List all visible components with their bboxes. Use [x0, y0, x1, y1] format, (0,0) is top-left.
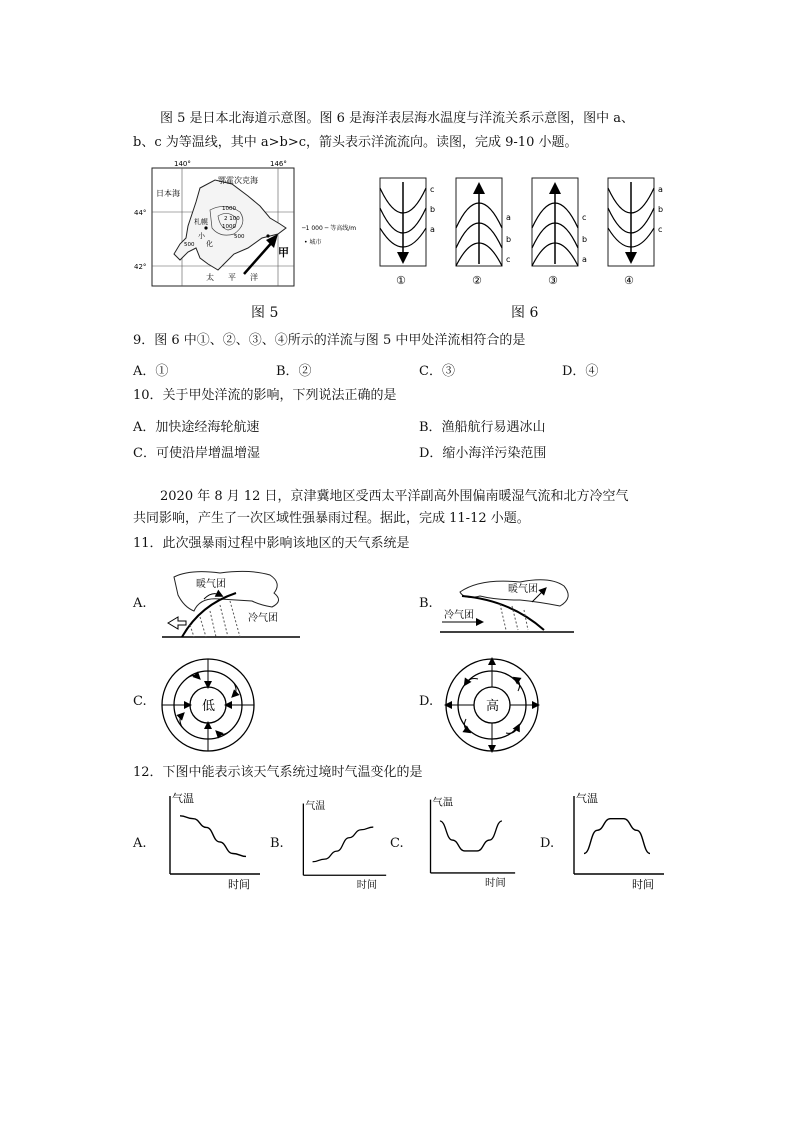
temperature-curve: [440, 821, 502, 851]
warm-air-label: 暖气团: [196, 579, 226, 590]
y-axis-label: 气温: [576, 792, 598, 805]
current-label-jia: 甲: [278, 246, 289, 259]
isotherm-label: a: [506, 213, 511, 222]
q12-chart-b: [292, 798, 392, 890]
intro2-line-2: 共同影响，产生了一次区域性强暴雨过程。据此，完成 11-12 小题。: [133, 511, 530, 526]
contour-label: 500: [184, 242, 195, 248]
isotherm-label: c: [658, 225, 663, 234]
cold-air-label: 冷气团: [444, 610, 474, 621]
panel-number: ③: [548, 274, 558, 287]
x-axis-label: 时间: [228, 878, 250, 890]
lat-44: 44°: [134, 209, 147, 217]
lon-140: 140°: [174, 160, 191, 168]
figure-5-caption: 图 5: [251, 305, 279, 321]
contour-label: 1000: [222, 206, 236, 212]
intro-line-1: 图 5 是日本北海道示意图。图 6 是海洋表层海水温度与洋流关系示意图，图中 a、: [160, 111, 634, 126]
q11-high-pressure: [442, 655, 542, 755]
lat-42: 42°: [134, 263, 147, 271]
q11-front-a: [160, 565, 305, 645]
q12-chart-a: [162, 790, 262, 890]
q12-stem: 12．下图中能表示该天气系统过境时气温变化的是: [133, 765, 423, 780]
q11-option-a[interactable]: A.: [133, 596, 147, 611]
panel-number: ④: [624, 274, 634, 287]
low-pressure-label: 低: [202, 699, 216, 714]
fig6-panel-4: [608, 178, 663, 287]
isotherm-label: c: [430, 185, 435, 194]
intro2-line-1: 2020 年 8 月 12 日，京津冀地区受西太平洋副高外围偏南暖湿气流和北方冷空气: [160, 489, 629, 504]
q10-stem: 10．关于甲处洋流的影响，下列说法正确的是: [133, 388, 397, 403]
isotherm-label: b: [506, 235, 512, 244]
q9-stem: 9．图 6 中①、②、③、④所示的洋流与图 5 中甲处洋流相符合的是: [133, 333, 526, 348]
lon-146: 146°: [270, 160, 287, 168]
y-axis-label: 气温: [432, 796, 454, 809]
isotherm-label: a: [430, 225, 435, 234]
temperature-curve: [584, 819, 650, 854]
q11-stem: 11．此次强暴雨过程中影响该地区的天气系统是: [133, 536, 410, 551]
q10-option-a[interactable]: A．加快途经海轮航速: [133, 420, 260, 435]
q12-chart-c: [420, 794, 520, 888]
temperature-curve: [180, 816, 246, 857]
q11-low-pressure: [158, 655, 258, 755]
isotherm-label: b: [430, 205, 436, 214]
cold-air-label: 冷气团: [248, 613, 278, 624]
q9-option-c[interactable]: C．③: [419, 364, 455, 379]
q12-option-b[interactable]: B.: [270, 836, 284, 851]
y-axis-label: 气温: [305, 801, 326, 813]
figure-6-caption: 图 6: [511, 305, 539, 321]
x-axis-label: 时间: [356, 880, 377, 890]
ocean-char-2: 平: [228, 273, 236, 282]
q10-option-c[interactable]: C．可使沿岸增温增湿: [133, 446, 260, 461]
isotherm-label: c: [582, 213, 587, 222]
q12-option-a[interactable]: A.: [133, 836, 147, 851]
fig6-panel-2: [456, 178, 511, 287]
q11-front-b: [440, 572, 590, 642]
fig6-panel-1: [380, 178, 435, 287]
q11-option-b[interactable]: B.: [419, 596, 433, 611]
isotherm-label: b: [658, 205, 664, 214]
contour-label: 500: [234, 234, 245, 240]
city-label: 札幌: [194, 218, 208, 226]
city-label-3: 化: [206, 240, 213, 248]
isotherm-label: a: [582, 255, 587, 264]
x-axis-label: 时间: [632, 878, 654, 890]
figure-5-map: [130, 158, 380, 293]
sea-okhotsk: 鄂霍次克海: [218, 176, 258, 185]
q9-option-a[interactable]: A．①: [133, 364, 169, 379]
high-pressure-label: 高: [486, 699, 500, 714]
sea-japan: 日本海: [156, 189, 180, 198]
q10-option-b[interactable]: B．渔船航行易遇冰山: [419, 420, 546, 435]
ocean-char-3: 洋: [250, 273, 258, 282]
y-axis-label: 气温: [172, 792, 194, 805]
q12-option-d[interactable]: D.: [540, 836, 555, 851]
contour-label: 1000: [222, 224, 236, 230]
temperature-curve: [313, 827, 374, 862]
x-axis-label: 时间: [485, 877, 506, 888]
legend-contour: ─1 000 ─ 等高线/m: [302, 225, 357, 232]
q9-option-d[interactable]: D．④: [562, 364, 599, 379]
panel-number: ②: [472, 274, 482, 287]
panel-number: ①: [396, 274, 406, 287]
isotherm-label: a: [658, 185, 663, 194]
intro-line-2: b、c 为等温线，其中 a>b>c，箭头表示洋流流向。读图，完成 9-10 小题。: [133, 135, 578, 150]
city-label-2: 小: [198, 232, 205, 240]
legend-city: • 城市: [304, 239, 322, 246]
q12-chart-d: [566, 790, 666, 890]
q11-option-c[interactable]: C.: [133, 694, 147, 709]
warm-air-label: 暖气团: [508, 584, 538, 595]
q9-option-b[interactable]: B．②: [276, 364, 312, 379]
isotherm-label: c: [506, 255, 511, 264]
isotherm-label: b: [582, 235, 588, 244]
q12-option-c[interactable]: C.: [390, 836, 404, 851]
q10-option-d[interactable]: D．缩小海洋污染范围: [419, 446, 547, 461]
ocean-char-1: 太: [206, 273, 214, 282]
fig6-panel-3: [532, 178, 587, 287]
q11-option-d[interactable]: D.: [419, 694, 434, 709]
contour-label: 2 100: [224, 216, 240, 222]
figure-6-panels: [372, 168, 672, 288]
